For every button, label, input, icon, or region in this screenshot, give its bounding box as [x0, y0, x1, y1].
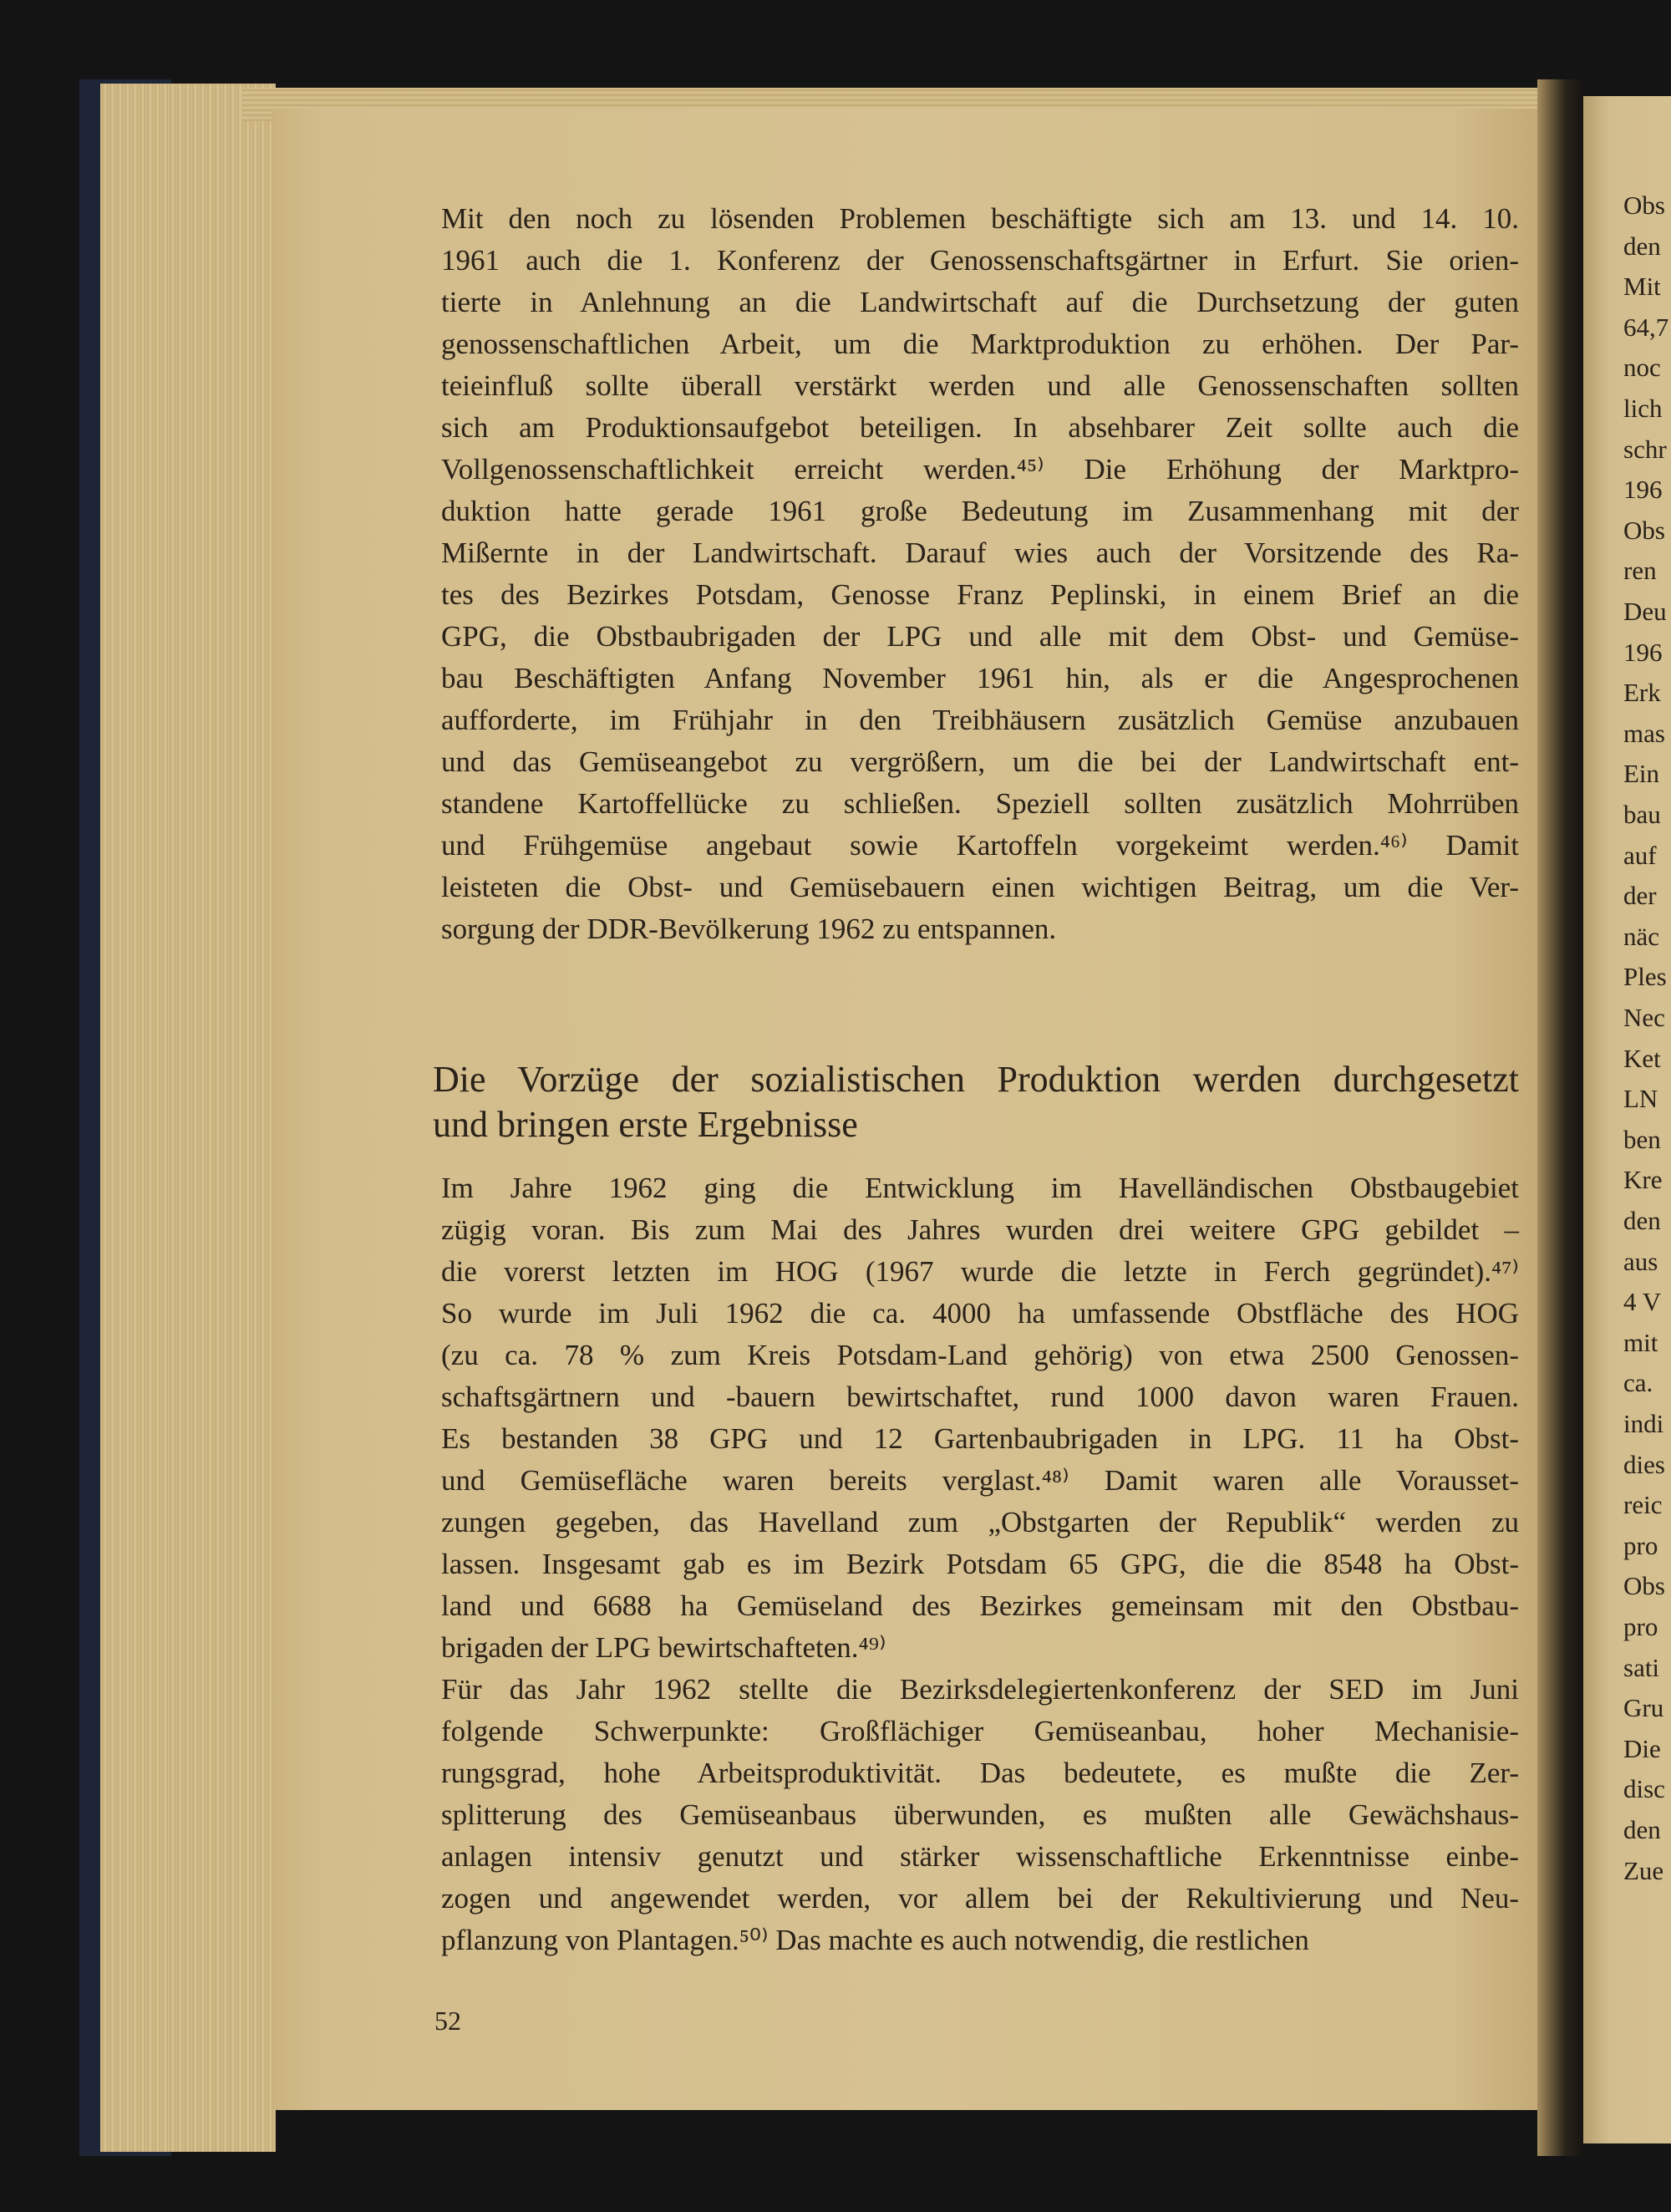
- next-page-fragment: Zue: [1623, 1855, 1664, 1885]
- next-page-fragment: Obs: [1623, 191, 1665, 220]
- page-number: 52: [434, 2006, 461, 2036]
- text-line: bau Beschäftigten Anfang November 1961 hin, als er die Angesprochenen: [441, 662, 1519, 694]
- next-page-fragment: ren: [1623, 556, 1657, 586]
- paragraph-1: [441, 198, 1519, 950]
- next-page-fragment: indi: [1623, 1409, 1664, 1438]
- next-page-fragment: Ket: [1623, 1043, 1661, 1073]
- text-line: und das Gemüseangebot zu vergrößern, um die bei der Landwirtschaft ent-: [441, 745, 1519, 778]
- next-page-fragment: Mit: [1623, 272, 1661, 302]
- next-page-fragment: LN: [1623, 1084, 1658, 1114]
- next-page-fragment: disc: [1623, 1774, 1665, 1804]
- text-line: zungen gegeben, das Havelland zum „Obstgarten der Republik“ werden zu: [441, 1506, 1519, 1538]
- text-line: genossenschaftlichen Arbeit, um die Marktproduktion zu erhöhen. Der Par-: [441, 328, 1519, 360]
- text-line: (zu ca. 78 % zum Kreis Potsdam-Land gehörig) von etwa 2500 Genossen-: [441, 1339, 1519, 1371]
- next-page-fragment: den: [1623, 231, 1661, 261]
- text-line: brigaden der LPG bewirtschafteten.⁴⁹⁾: [441, 1631, 886, 1664]
- next-page-edge: [1583, 96, 1671, 2143]
- text-line: und Gemüsefläche waren bereits verglast.⁴⁸⁾ Damit waren alle Vorausset-: [441, 1464, 1519, 1497]
- text-line: und bringen erste Ergebnisse: [433, 1104, 858, 1145]
- text-line: splitterung des Gemüseanbaus überwunden, es mußten alle Gewächshaus-: [441, 1798, 1519, 1831]
- next-page-fragment: Deu: [1623, 597, 1667, 626]
- next-page-fragment: 4 V: [1623, 1287, 1662, 1317]
- text-line: schaftsgärtnern und -bauern bewirtschaftet, rund 1000 davon waren Frauen.: [441, 1381, 1519, 1413]
- next-page-fragment: auf: [1623, 840, 1657, 870]
- next-page-fragment: reic: [1623, 1490, 1663, 1520]
- text-line: anlagen intensiv genutzt und stärker wissenschaftliche Erkenntnisse einbe-: [441, 1840, 1519, 1873]
- page-edges: [100, 84, 276, 2152]
- next-page-fragment: Erk: [1623, 678, 1661, 708]
- book-gutter: [1537, 79, 1587, 2156]
- text-line: pflanzung von Plantagen.⁵⁰⁾ Das machte es auch notwendig, die restlichen: [441, 1924, 1309, 1956]
- text-line: und Frühgemüse angebaut sowie Kartoffeln vorgekeimt werden.⁴⁶⁾ Damit: [441, 829, 1519, 862]
- text-line: tierte in Anlehnung an die Landwirtschaft auf die Durchsetzung der guten: [441, 286, 1519, 318]
- next-page-fragment: Die: [1623, 1733, 1661, 1763]
- next-page-fragment: noc: [1623, 353, 1661, 383]
- next-page-fragment: näc: [1623, 921, 1660, 951]
- text-line: Im Jahre 1962 ging die Entwicklung im Havelländischen Obstbaugebiet: [441, 1172, 1519, 1204]
- text-line: leisteten die Obst- und Gemüsebauern einen wichtigen Beitrag, um die Ver-: [441, 871, 1519, 903]
- text-line: zügig voran. Bis zum Mai des Jahres wurden drei weitere GPG gebildet –: [441, 1213, 1519, 1246]
- next-page-fragment: den: [1623, 1815, 1661, 1844]
- next-page-fragment: mas: [1623, 718, 1665, 748]
- text-line: Mißernte in der Landwirtschaft. Darauf wies auch der Vorsitzende des Ra-: [441, 536, 1519, 569]
- next-page-fragment: Kre: [1623, 1165, 1663, 1195]
- next-page-fragment: pro: [1623, 1530, 1658, 1560]
- section-heading: [433, 1057, 1519, 1147]
- next-page-fragment: schr: [1623, 434, 1667, 464]
- text-line: sorgung der DDR-Bevölkerung 1962 zu entspannen.: [441, 913, 1057, 945]
- text-line: Es bestanden 38 GPG und 12 Gartenbaubrigaden in LPG. 11 ha Obst-: [441, 1422, 1519, 1455]
- next-page-fragment: Ples: [1623, 962, 1667, 992]
- next-page-fragment: ca.: [1623, 1368, 1653, 1398]
- next-page-fragment: lich: [1623, 394, 1663, 423]
- next-page-fragment: Nec: [1623, 1003, 1665, 1032]
- text-line: 1961 auch die 1. Konferenz der Genossenschaftsgärtner in Erfurt. Sie orien-: [441, 244, 1519, 277]
- paragraph-3: [441, 1669, 1519, 1961]
- text-line: standene Kartoffellücke zu schließen. Speziell sollten zusätzlich Mohrrüben: [441, 787, 1519, 820]
- next-page-fragment: aus: [1623, 1246, 1658, 1276]
- next-page-fragment: sati: [1623, 1652, 1660, 1682]
- text-line: teieinfluß sollte überall verstärkt werden und alle Genossenschaften sollten: [441, 369, 1519, 402]
- next-page-fragment: den: [1623, 1206, 1661, 1235]
- text-line: aufforderte, im Frühjahr in den Treibhäusern zusätzlich Gemüse anzubauen: [441, 704, 1519, 736]
- text-line: duktion hatte gerade 1961 große Bedeutung im Zusammenhang mit der: [441, 495, 1519, 527]
- text-line: sich am Produktionsaufgebot beteiligen. In absehbarer Zeit sollte auch die: [441, 411, 1519, 444]
- next-page-fragment: der: [1623, 881, 1657, 911]
- next-page-fragment: Ein: [1623, 759, 1660, 789]
- text-line: tes des Bezirkes Potsdam, Genosse Franz Peplinski, in einem Brief an die: [441, 578, 1519, 611]
- next-page-fragment: mit: [1623, 1327, 1658, 1357]
- text-line: lassen. Insgesamt gab es im Bezirk Potsdam 65 GPG, die die 8548 ha Obst-: [441, 1548, 1519, 1580]
- text-line: Vollgenossenschaftlichkeit erreicht werden.⁴⁵⁾ Die Erhöhung der Marktpro-: [441, 453, 1519, 486]
- text-line: rungsgrad, hohe Arbeitsproduktivität. Das bedeutete, es mußte die Zer-: [441, 1757, 1519, 1789]
- next-page-fragment: Obs: [1623, 515, 1665, 545]
- text-line: zogen und angewendet werden, vor allem bei der Rekultivierung und Neu-: [441, 1882, 1519, 1915]
- next-page-fragment: dies: [1623, 1449, 1665, 1479]
- text-line: So wurde im Juli 1962 die ca. 4000 ha umfassende Obstfläche des HOG: [441, 1297, 1519, 1330]
- text-line: land und 6688 ha Gemüseland des Bezirkes gemeinsam mit den Obstbau-: [441, 1589, 1519, 1622]
- next-page-fragment: Obs: [1623, 1571, 1665, 1601]
- text-line: die vorerst letzten im HOG (1967 wurde die letzte in Ferch gegründet).⁴⁷⁾: [441, 1255, 1519, 1288]
- next-page-fragment: 64,7: [1623, 312, 1669, 342]
- next-page-fragment: 196: [1623, 475, 1663, 505]
- text-line: Für das Jahr 1962 stellte die Bezirksdelegiertenkonferenz der SED im Juni: [441, 1673, 1519, 1706]
- next-page-fragment: ben: [1623, 1124, 1661, 1154]
- text-line: folgende Schwerpunkte: Großflächiger Gemüseanbau, hoher Mechanisie-: [441, 1715, 1519, 1747]
- text-line: GPG, die Obstbaubrigaden der LPG und alle mit dem Obst- und Gemüse-: [441, 620, 1519, 653]
- text-line: Mit den noch zu lösenden Problemen beschäftigte sich am 13. und 14. 10.: [441, 202, 1519, 235]
- text-line: Die Vorzüge der sozialistischen Produktion werden durchgesetzt: [433, 1059, 1519, 1100]
- next-page-fragment: 196: [1623, 637, 1663, 667]
- next-page-fragment: bau: [1623, 800, 1661, 829]
- next-page-fragment: pro: [1623, 1612, 1658, 1641]
- paragraph-2: [441, 1167, 1519, 1669]
- next-page-fragment: Gru: [1623, 1693, 1664, 1723]
